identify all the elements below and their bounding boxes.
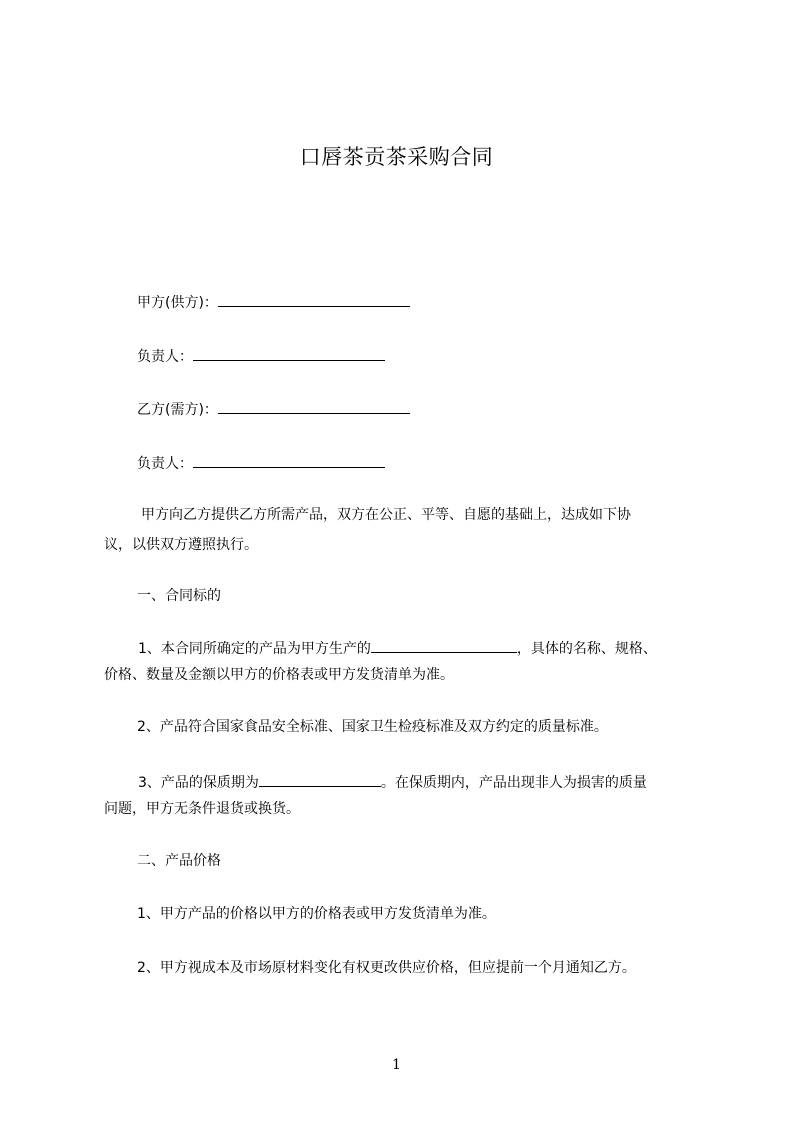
section-1-item-1-prefix: 1、本合同所确定的产品为甲方生产的	[138, 641, 371, 657]
section-1-item-2: 2、产品符合国家食品安全标准、国家卫生检疫标准及双方约定的质量标准。	[137, 719, 608, 735]
section-1-item-3-line-2: 问题，甲方无条件退货或换货。	[104, 801, 300, 817]
section-1-item-3-prefix: 3、产品的保质期为	[138, 775, 259, 791]
section-1-item-1-suffix: ，具体的名称、规格、	[516, 641, 657, 657]
party-b-representative-field	[137, 453, 385, 474]
section-1-item-1	[138, 638, 657, 659]
party-b-representative-blank	[193, 453, 385, 468]
section-1-heading: 一、合同标的	[137, 588, 221, 604]
section-1-item-1-line-2: 价格、数量及金额以甲方的价格表或甲方发货清单为准。	[104, 667, 454, 683]
shelf-life-blank	[259, 772, 381, 787]
page-number: 1	[392, 1057, 401, 1073]
section-1-item-3-suffix: 。在保质期内，产品出现非人为损害的质量	[380, 775, 647, 791]
party-b-representative-label: 负责人：	[137, 456, 193, 472]
section-2-item-2: 2、甲方视成本及市场原材料变化有权更改供应价格，但应提前一个月通知乙方。	[137, 960, 636, 976]
party-a-representative-label: 负责人：	[137, 349, 193, 365]
party-a-label: 甲方(供方)：	[137, 295, 218, 311]
party-b-field	[137, 399, 410, 420]
party-b-blank	[218, 399, 410, 414]
party-a-representative-field	[137, 346, 385, 367]
party-a-representative-blank	[193, 346, 385, 361]
section-2-item-1: 1、甲方产品的价格以甲方的价格表或甲方发货清单为准。	[137, 906, 496, 922]
intro-line-1: 甲方向乙方提供乙方所需产品，双方在公正、平等、自愿的基础上，达成如下协	[141, 507, 631, 523]
product-name-blank	[371, 638, 517, 653]
section-2-heading: 二、产品价格	[137, 853, 221, 869]
party-b-label: 乙方(需方)：	[137, 402, 218, 418]
party-a-blank	[218, 292, 410, 307]
intro-line-2: 议，以供双方遵照执行。	[104, 537, 258, 553]
document-title: 口唇茶贡茶采购合同	[299, 145, 494, 169]
section-1-item-3	[138, 772, 647, 793]
party-a-field	[137, 292, 410, 313]
